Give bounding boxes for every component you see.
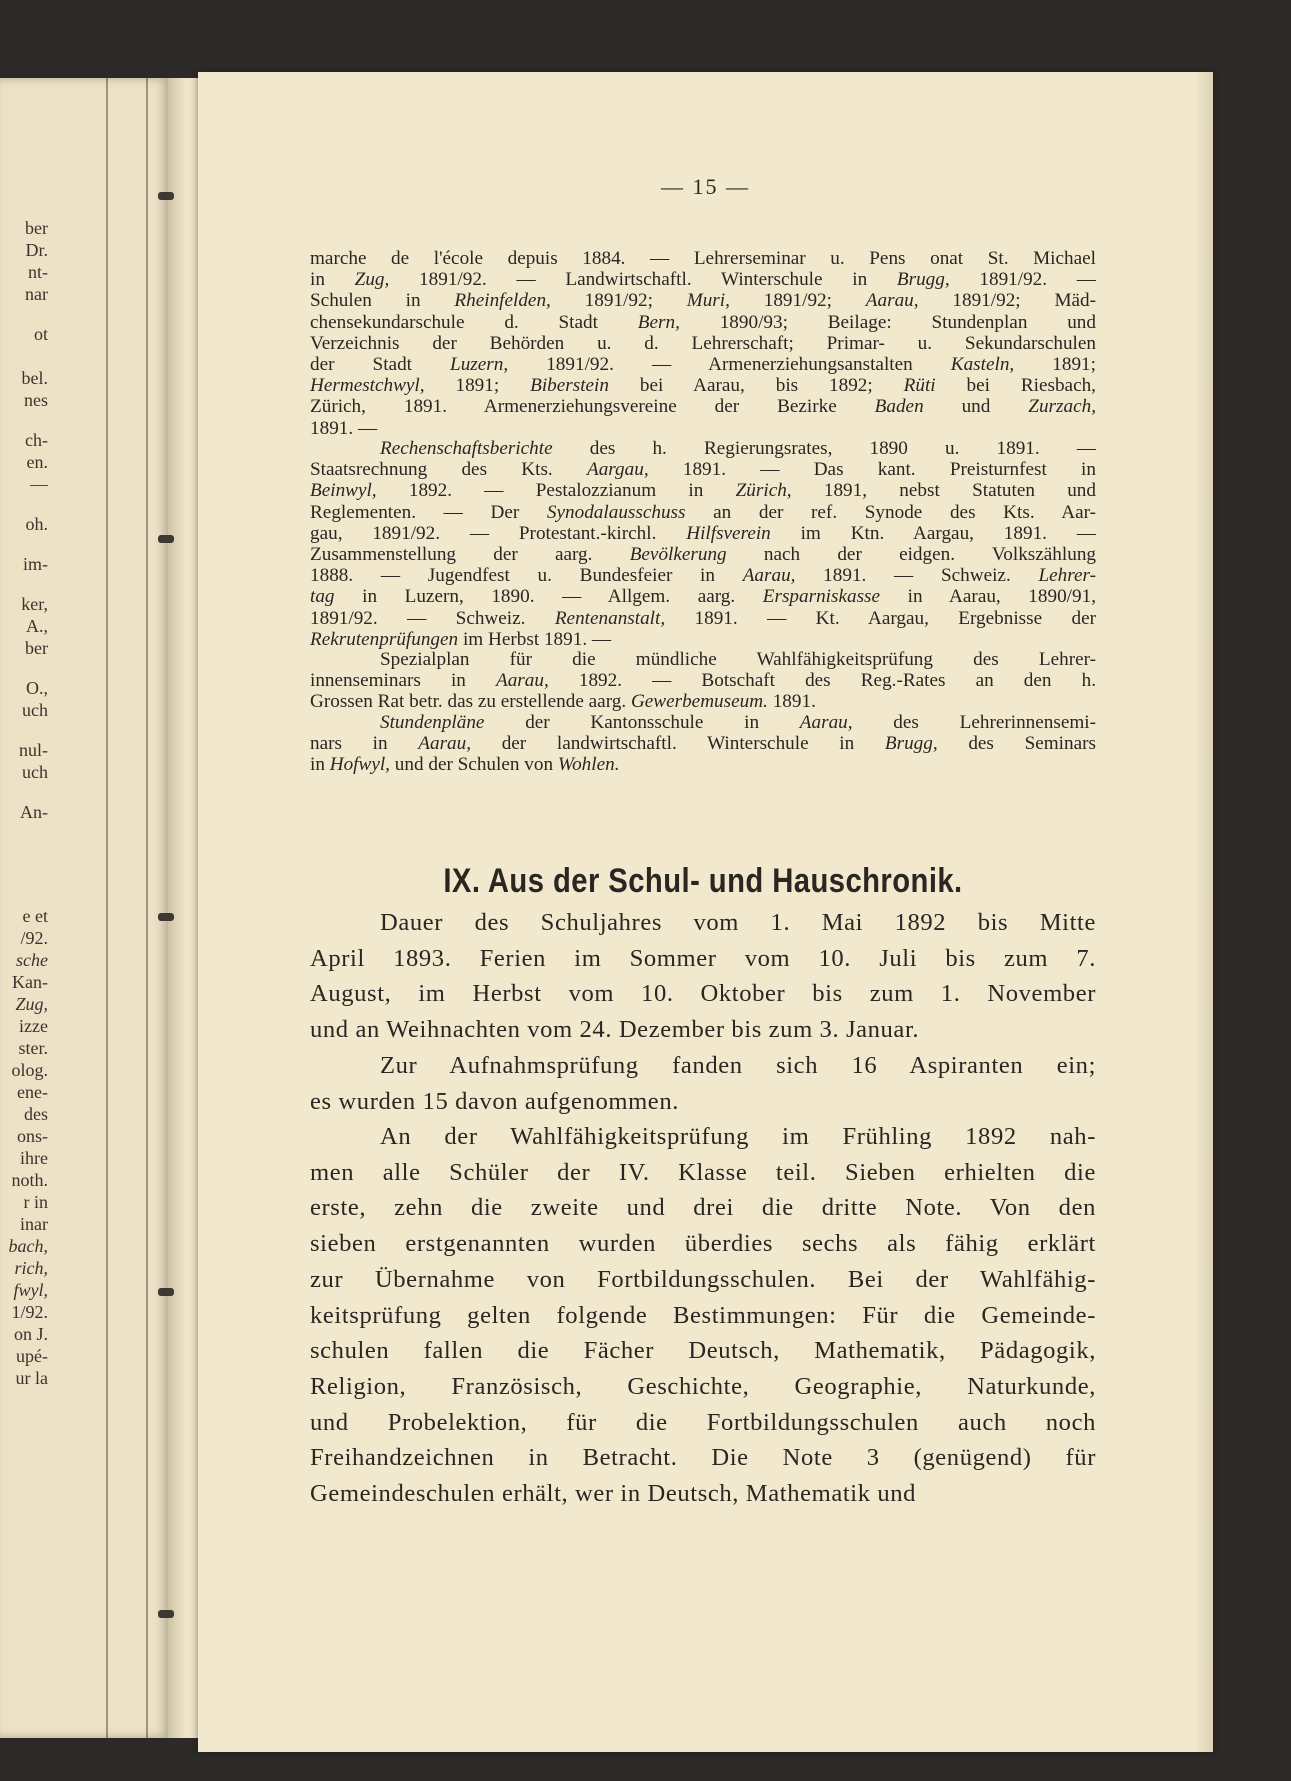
entrance-exam-paragraph: [310, 1048, 1096, 1119]
left-page-fragment: —: [30, 474, 48, 494]
left-page-fragment: r in: [23, 1192, 48, 1212]
text-line: und Probelektion, für die Fortbildungsschulen auch noch: [310, 1408, 1096, 1436]
text-line: chensekundarschule d. Stadt Bern, 1890/93; Beilage: Stundenplan und: [310, 311, 1096, 333]
text-line: Spezialplan für die mündliche Wahlfähigkeitsprüfung des Lehrer-: [380, 649, 1096, 670]
text-line: Stundenpläne der Kantonsschule in Aarau, des Lehrerinnensemi-: [380, 712, 1096, 733]
left-page-fragment: rich,: [14, 1258, 48, 1278]
text-line: Verzeichnis der Behörden u. d. Lehrerschaft; Primar- u. Sekundarschulen: [310, 332, 1096, 354]
left-page-fragment: O.,: [26, 678, 48, 698]
text-line: Staatsrechnung des Kts. Aargau, 1891. — Das kant. Preisturnfest in: [310, 459, 1096, 481]
left-page-fragment: fwyl,: [13, 1280, 48, 1300]
left-page-fragment: oh.: [25, 514, 48, 534]
text-line: und an Weihnachten vom 24. Dezember bis zum 3. Januar.: [310, 1016, 920, 1044]
left-page-fragment: im-: [23, 554, 48, 574]
left-page-fragment: nt-: [28, 262, 48, 282]
text-line: schulen fallen die Fächer Deutsch, Mathematik, Pädagogik,: [310, 1337, 1096, 1365]
page-number: — 15 —: [661, 174, 750, 199]
left-page-fragment: Dr.: [25, 240, 48, 260]
text-line: August, im Herbst vom 10. Oktober bis zum 1. November: [310, 980, 1096, 1008]
text-line: gau, 1891/92. — Protestant.-kirchl. Hilfsverein im Ktn. Aargau, 1891. —: [310, 522, 1096, 544]
left-page-fragment: izze: [19, 1016, 48, 1036]
binding: [168, 78, 200, 1738]
left-page: [0, 78, 170, 1738]
section-heading: IX. Aus der Schul- und Hauschronik.: [443, 862, 963, 900]
text-line: tag in Luzern, 1890. — Allgem. aarg. Ersparniskasse in Aarau, 1890/91,: [310, 586, 1096, 608]
left-page-fragment: nes: [24, 390, 48, 410]
left-page-fragment: An-: [20, 802, 48, 822]
binding-tack: [158, 1288, 174, 1296]
left-page-fragment: bel.: [21, 368, 48, 388]
text-line: Rekrutenprüfungen im Herbst 1891. —: [310, 628, 612, 650]
text-line: erste, zehn die zweite und drei die dritte Note. Von den: [310, 1194, 1096, 1222]
left-page-fragment: ons-: [17, 1126, 48, 1146]
text-line: Zur Aufnahmsprüfung fanden sich 16 Aspiranten ein;: [380, 1052, 1096, 1079]
page-curl: [1195, 72, 1213, 1752]
left-page-fragment: en.: [26, 452, 48, 472]
left-page-fragment: ch-: [25, 430, 48, 450]
text-line: in Zug, 1891/92. — Landwirtschaftl. Winterschule in Brugg, 1891/92. —: [310, 269, 1096, 291]
left-page-fragment: uch: [22, 762, 48, 782]
text-line: Zusammenstellung der aarg. Bevölkerung nach der eidgen. Volkszählung: [310, 544, 1097, 566]
bibliography-paragraph: [310, 248, 1096, 439]
left-page-fragment: ber: [25, 638, 48, 658]
left-page-fragment: ber: [25, 218, 48, 238]
school-year-paragraph: [310, 905, 1096, 1048]
left-page-fragment: ihre: [20, 1148, 48, 1168]
qualification-exam-paragraph: [310, 1119, 1096, 1512]
left-page-fragment: noth.: [11, 1170, 48, 1190]
binding-tack: [158, 913, 174, 921]
left-page-fragment: ene-: [17, 1082, 48, 1102]
text-line: men alle Schüler der IV. Klasse teil. Sieben erhielten die: [310, 1158, 1096, 1186]
text-line: es wurden 15 davon aufgenommen.: [310, 1087, 679, 1115]
text-line: innenseminars in Aarau, 1892. — Botschaft des Reg.-Rates an den h.: [310, 670, 1097, 692]
left-page-fragment: nul-: [19, 740, 48, 760]
text-line: Religion, Französisch, Geschichte, Geographie, Naturkunde,: [310, 1372, 1096, 1400]
text-line: Freihandzeichnen in Betracht. Die Note 3 (genügend) für: [310, 1444, 1096, 1472]
text-line: Beinwyl, 1892. — Pestalozzianum in Zürich, 1891, nebst Statuten und: [310, 480, 1096, 502]
text-line: April 1893. Ferien im Sommer vom 10. Juli bis zum 7.: [310, 944, 1096, 972]
left-page-fragment: olog.: [11, 1060, 48, 1080]
left-page-fragment: e et: [22, 906, 48, 926]
binding-tack: [158, 1610, 174, 1618]
left-page-fold: [106, 78, 108, 1738]
left-page-fragment: ker,: [21, 594, 48, 614]
text-line: in Hofwyl, und der Schulen von Wohlen.: [310, 754, 620, 776]
left-page-fragment: sche: [16, 950, 48, 970]
text-line: 1891/92. — Schweiz. Rentenanstalt, 1891. — Kt. Aargau, Ergebnisse der: [310, 607, 1096, 629]
binding-tack: [158, 535, 174, 543]
left-page-fragment: des: [24, 1104, 48, 1124]
text-line: Dauer des Schuljahres vom 1. Mai 1892 bis Mitte: [380, 909, 1096, 936]
left-page-edge: [146, 78, 148, 1738]
text-line: keitsprüfung gelten folgende Bestimmungen: Für die Gemeinde-: [310, 1301, 1096, 1329]
left-page-fragment: ot: [33, 324, 48, 344]
text-line: nars in Aarau, der landwirtschaftl. Winterschule in Brugg, des Seminars: [310, 733, 1096, 755]
text-line: Gemeindeschulen erhält, wer in Deutsch, Mathematik und: [310, 1480, 917, 1508]
left-page-fragment: ster.: [18, 1038, 48, 1058]
text-line: zur Übernahme von Fortbildungsschulen. Bei der Wahlfähig-: [310, 1265, 1096, 1293]
text-line: Grossen Rat betr. das zu erstellende aarg. Gewerbemuseum. 1891.: [310, 691, 816, 713]
text-line: Schulen in Rheinfelden, 1891/92; Muri, 1891/92; Aarau, 1891/92; Mäd-: [310, 290, 1096, 312]
left-page-fragment: uch: [22, 700, 48, 720]
text-line: sieben erstgenannten wurden überdies sechs als fähig erklärt: [310, 1230, 1096, 1258]
binding-tack: [158, 192, 174, 200]
left-page-fragment: inar: [20, 1214, 48, 1234]
text-line: Zürich, 1891. Armenerziehungsvereine der Bezirke Baden und Zurzach,: [310, 396, 1096, 418]
left-page-fragment: /92.: [20, 928, 48, 948]
text-line: Reglementen. — Der Synodalausschuss an der ref. Synode des Kts. Aar-: [310, 501, 1096, 523]
text-line: An der Wahlfähigkeitsprüfung im Frühling 1892 nah-: [380, 1123, 1096, 1150]
left-page-fragment: ur la: [15, 1368, 48, 1388]
left-page-fragment: Kan-: [12, 972, 48, 992]
text-line: marche de l'école depuis 1884. — Lehrerseminar u. Pens onat St. Michael: [310, 248, 1096, 269]
text-line: der Stadt Luzern, 1891/92. — Armenerziehungsanstalten Kasteln, 1891;: [310, 354, 1096, 376]
left-page-fragment: 1/92.: [11, 1302, 48, 1322]
text-line: Rechenschaftsberichte des h. Regierungsrates, 1890 u. 1891. —: [380, 438, 1096, 459]
left-page-fragment: A.,: [26, 616, 48, 636]
timetables-paragraph: [310, 712, 1096, 776]
left-page-fragment: on J.: [13, 1324, 48, 1344]
text-line: Hermestchwyl, 1891; Biberstein bei Aarau, bis 1892; Rüti bei Riesbach,: [310, 375, 1096, 397]
text-line: 1891. —: [310, 417, 378, 439]
left-page-fragment: upé-: [16, 1346, 48, 1366]
left-page-fragment: bach,: [8, 1236, 48, 1256]
text-line: 1888. — Jugendfest u. Bundesfeier in Aarau, 1891. — Schweiz. Lehrer-: [310, 565, 1096, 587]
special-plan-paragraph: [310, 649, 1096, 713]
left-page-fragment: Zug,: [15, 994, 48, 1014]
left-page-fragment: nar: [25, 284, 48, 304]
reports-paragraph: [310, 438, 1096, 650]
page: [198, 72, 1213, 1752]
